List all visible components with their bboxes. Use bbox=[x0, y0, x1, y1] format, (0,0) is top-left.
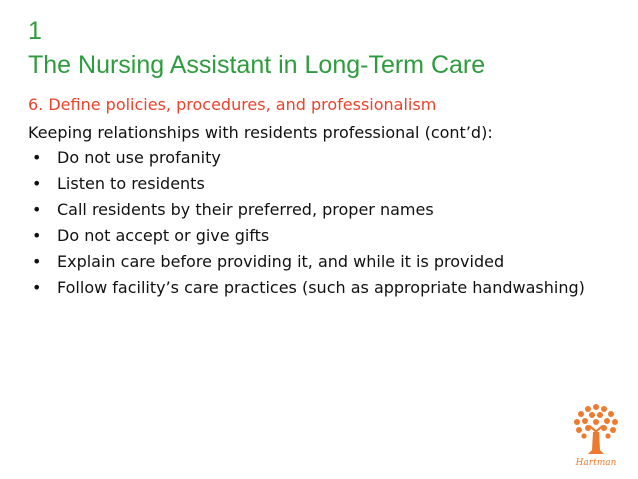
bullet-text: Explain care before providing it, and while it is provided bbox=[57, 252, 505, 271]
bullet-icon: • bbox=[32, 148, 42, 167]
bullet-item bbox=[30, 200, 590, 220]
bullet-text: Do not use profanity bbox=[57, 148, 221, 167]
bullet-icon: • bbox=[32, 278, 42, 297]
bullet-text: Follow facility’s care practices (such as appropriate handwashing) bbox=[57, 278, 585, 297]
bullet-item bbox=[30, 148, 590, 168]
bullet-text: Call residents by their preferred, proper names bbox=[57, 200, 434, 219]
hartman-logo bbox=[566, 402, 626, 472]
logo-text: Hartman bbox=[575, 458, 617, 468]
bullet-icon: • bbox=[32, 174, 42, 193]
bullet-item bbox=[30, 174, 590, 194]
bullet-item bbox=[30, 252, 590, 272]
bullet-icon: • bbox=[32, 252, 42, 271]
bullet-list bbox=[30, 148, 590, 304]
chapter-number: 1 bbox=[28, 17, 42, 45]
bullet-text: Do not accept or give gifts bbox=[57, 226, 270, 245]
intro-text: Keeping relationships with residents professional (cont’d): bbox=[28, 123, 493, 142]
bullet-item bbox=[30, 226, 590, 246]
bullet-item bbox=[30, 278, 590, 298]
learning-objective: 6. Define policies, procedures, and professionalism bbox=[28, 95, 437, 114]
bullet-icon: • bbox=[32, 200, 42, 219]
bullet-text: Listen to residents bbox=[57, 174, 205, 193]
chapter-title: The Nursing Assistant in Long-Term Care bbox=[28, 51, 486, 79]
bullet-icon: • bbox=[32, 226, 42, 245]
tree-icon bbox=[566, 402, 626, 460]
